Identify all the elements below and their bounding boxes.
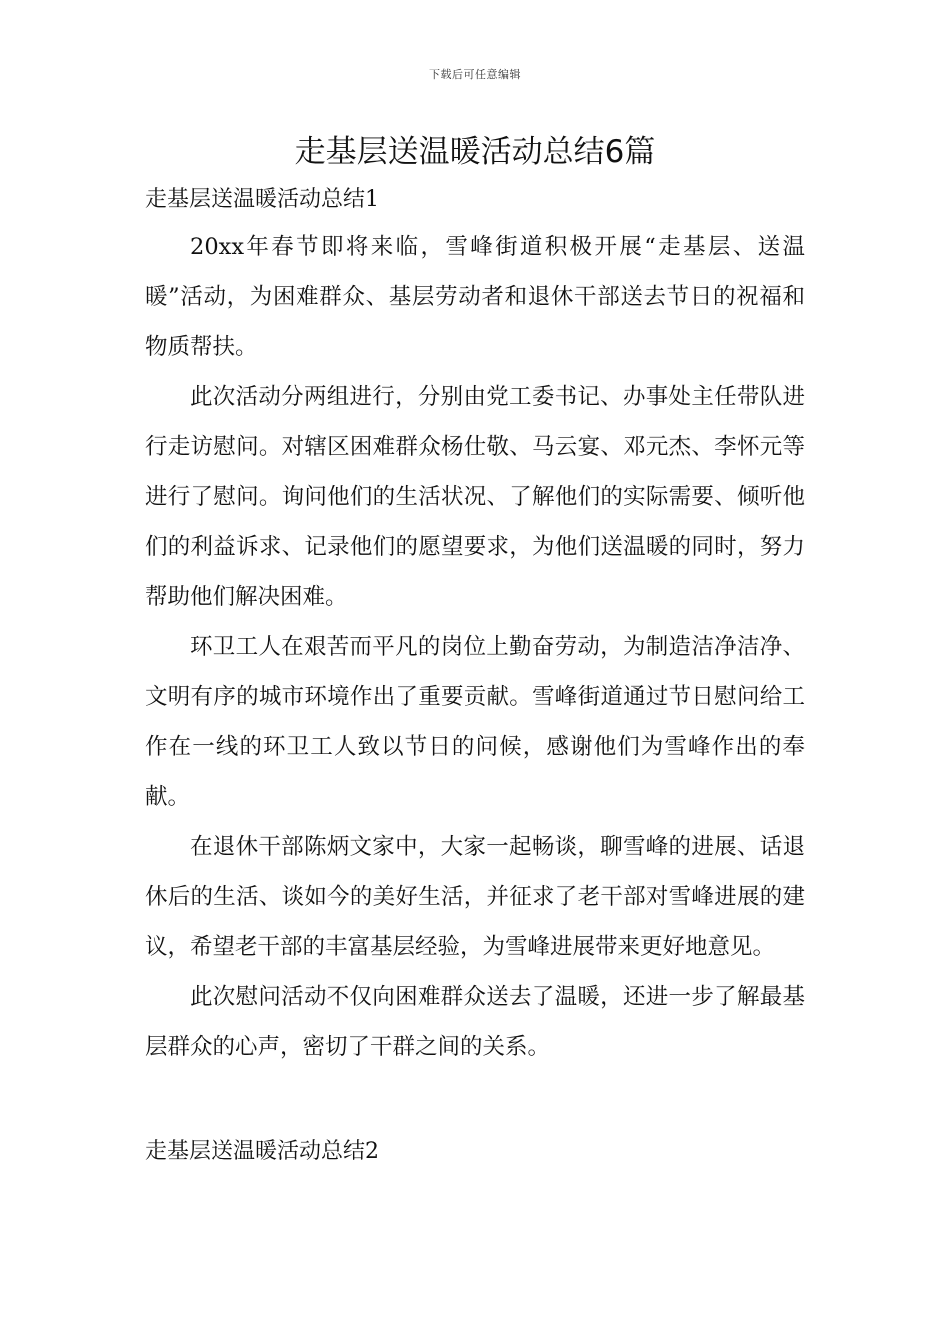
header-note: 下载后可任意编辑: [429, 68, 521, 81]
paragraph-4: 在退休干部陈炳文家中，大家一起畅谈，聊雪峰的进展、话退休后的生活、谈如今的美好生活，并征求了老干部对雪峰进展的建议，希望老干部的丰富基层经验，为雪峰进展带来更好地意见。: [145, 834, 805, 960]
document-body: [145, 178, 805, 1174]
paragraph-3: 环卫工人在艰苦而平凡的岗位上勤奋劳动，为制造洁净洁净、文明有序的城市环境作出了重要贡献。雪峰街道通过节日慰问给工作在一线的环卫工人致以节日的问候，感谢他们为雪峰作出的奉献。: [145, 634, 805, 810]
paragraph-2: 此次活动分两组进行，分别由党工委书记、办事处主任带队进行走访慰问。对辖区困难群众杨仕敬、马云宴、邓元杰、李怀元等进行了慰问。询问他们的生活状况、了解他们的实际需要、倾听他们的利益诉求、记录他们的愿望要求，为他们送温暖的同时，努力帮助他们解决困难。: [145, 384, 805, 610]
section-2: [145, 1130, 805, 1174]
paragraph-5: 此次慰问活动不仅向困难群众送去了温暖，还进一步了解最基层群众的心声，密切了干群之间的关系。: [145, 984, 805, 1060]
section-heading-2: 走基层送温暖活动总结2: [145, 1139, 379, 1164]
document-title: 走基层送温暖活动总结6篇: [294, 134, 656, 170]
section-spacer: [145, 1072, 805, 1126]
paragraph-1: 20xx年春节即将来临，雪峰街道积极开展“走基层、送温暖”活动，为困难群众、基层劳动者和退休干部送去节日的祝福和物质帮扶。: [145, 234, 805, 360]
section-heading-1: 走基层送温暖活动总结1: [145, 187, 379, 212]
